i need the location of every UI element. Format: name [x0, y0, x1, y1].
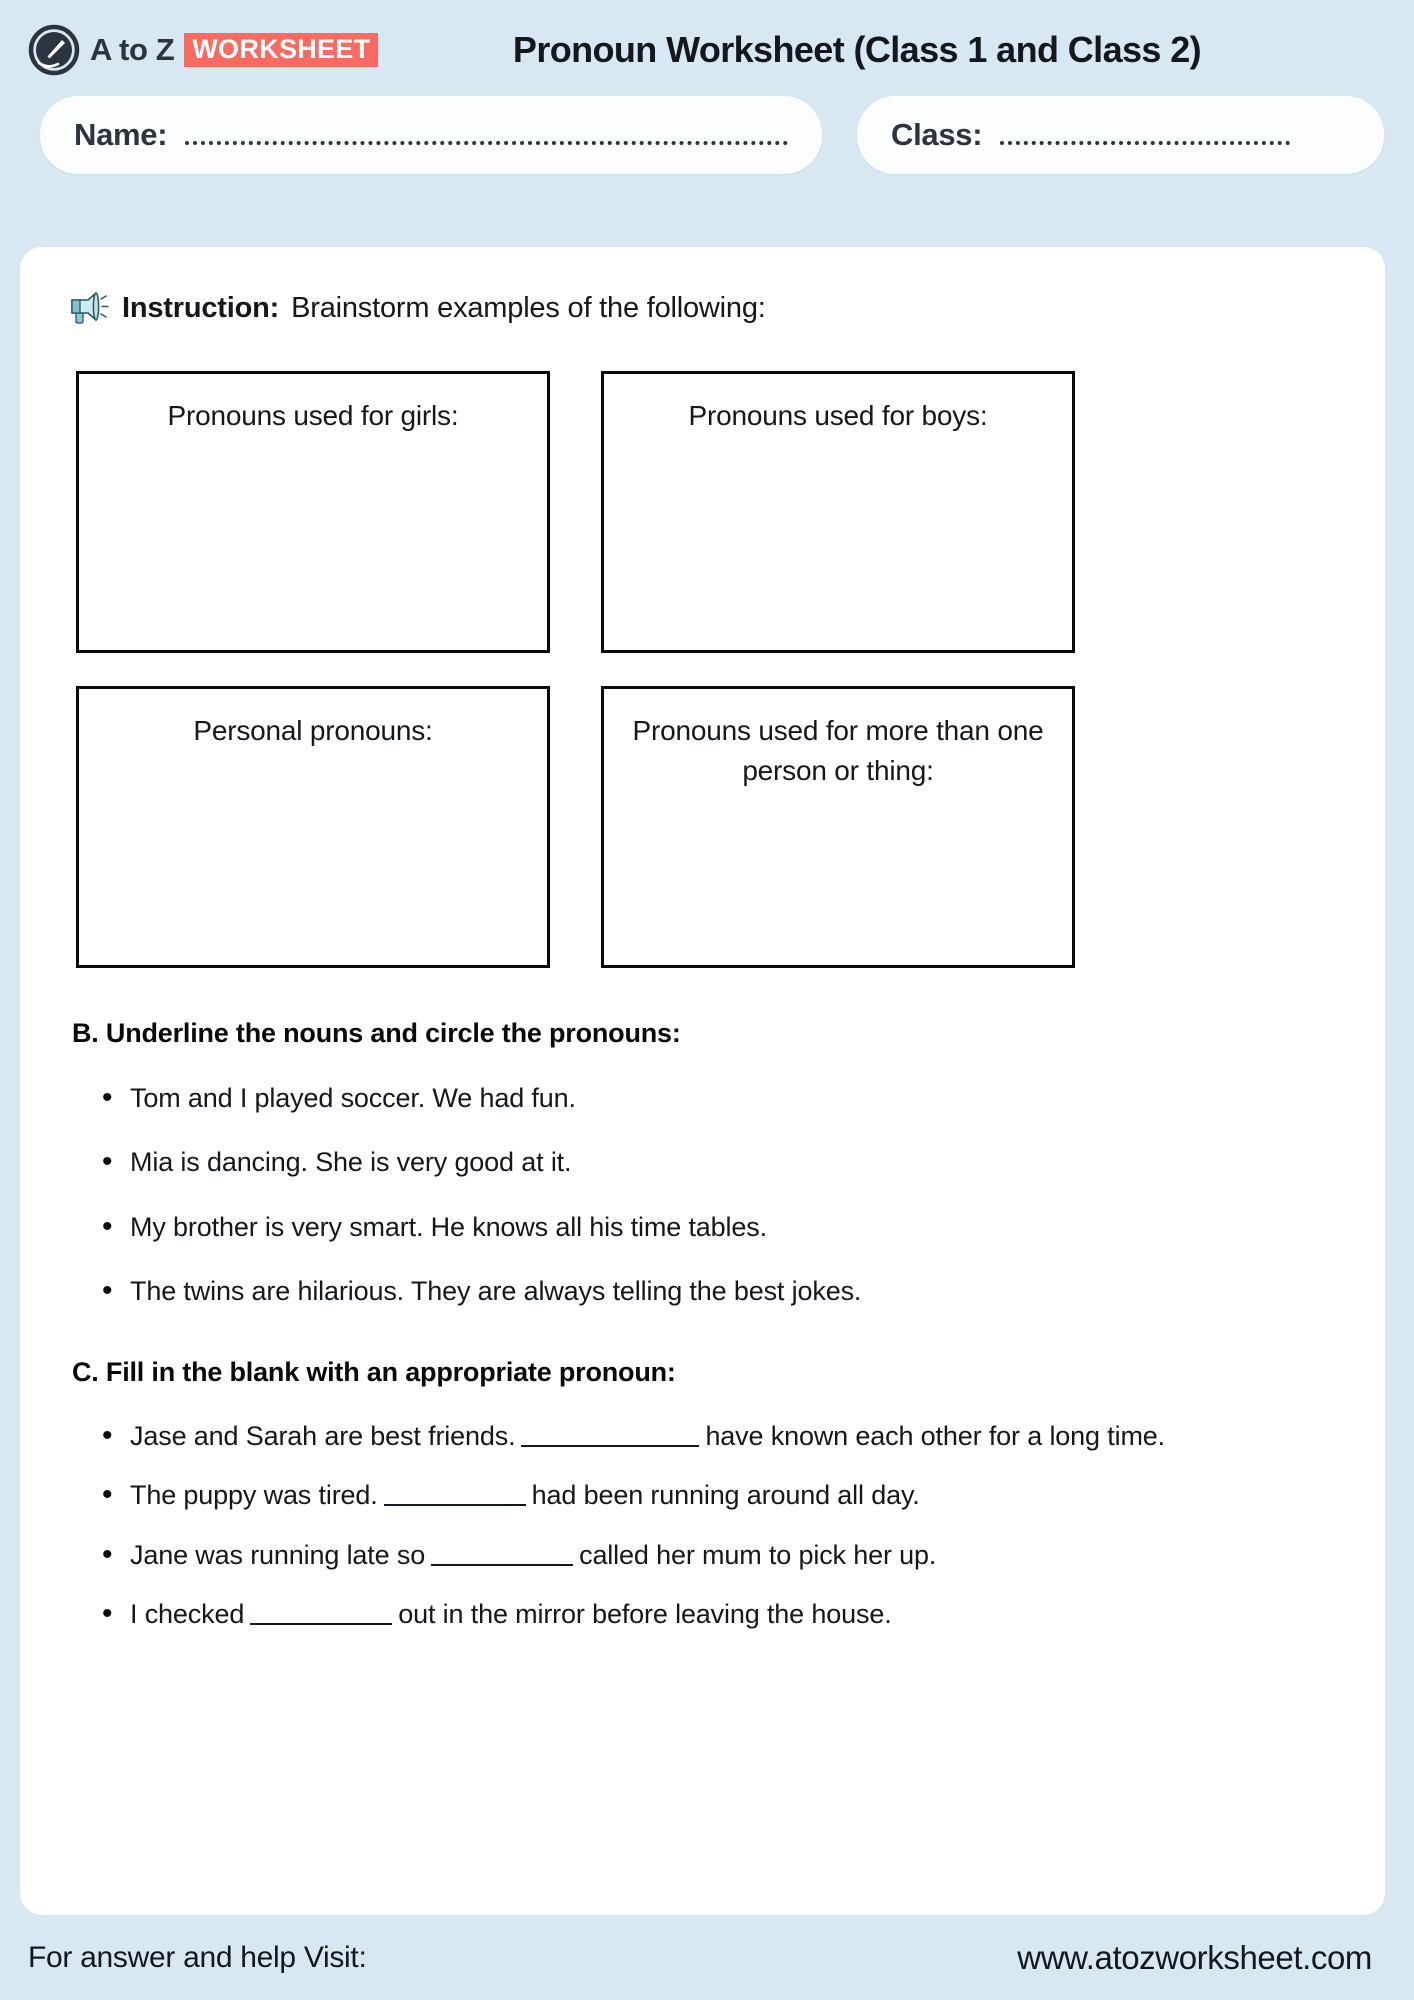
section-b	[62, 1018, 1343, 1310]
footer-help-text: For answer and help Visit:	[28, 1940, 367, 1974]
list-item[interactable]: • Mia is dancing. She is very good at it.	[62, 1144, 1343, 1180]
brand-worksheet-badge: WORKSHEET	[184, 33, 378, 67]
fill-blank-before: Jase and Sarah are best friends.	[130, 1420, 516, 1451]
fill-blank-after: called her mum to pick her up.	[579, 1539, 937, 1570]
list-item[interactable]: • The twins are hilarious. They are always telling the best jokes.	[62, 1273, 1343, 1309]
name-input-line[interactable]	[185, 141, 788, 145]
brainstorm-box-caption: Pronouns used for more than one person or thing:	[632, 715, 1044, 786]
fill-blank-before: The puppy was tired.	[130, 1480, 378, 1511]
fill-blank-after: have known each other for a long time.	[705, 1420, 1166, 1451]
list-item	[62, 1477, 1343, 1513]
brainstorm-box-caption: Personal pronouns:	[193, 715, 433, 746]
list-item	[62, 1537, 1343, 1573]
name-label: Name:	[74, 117, 168, 152]
brainstorm-box-girls[interactable]	[76, 371, 550, 653]
page-header	[0, 0, 1414, 100]
brand-logo[interactable]	[28, 24, 378, 76]
class-label: Class:	[891, 117, 983, 152]
page-footer	[0, 1915, 1414, 2000]
fill-blank-input[interactable]	[250, 1603, 392, 1625]
footer-website-link[interactable]: www.atozworksheet.com	[1017, 1938, 1372, 1976]
fill-blank-after: had been running around all day.	[531, 1480, 920, 1511]
list-item[interactable]: • Tom and I played soccer. We had fun.	[62, 1080, 1343, 1116]
brainstorm-box-personal[interactable]	[76, 686, 550, 968]
fill-blank-input[interactable]	[384, 1484, 526, 1506]
page-title: Pronoun Worksheet (Class 1 and Class 2)	[512, 29, 1202, 70]
brand-atoz-text: A to Z	[90, 32, 175, 67]
class-field[interactable]	[857, 96, 1384, 174]
section-c	[62, 1357, 1343, 1633]
fill-blank-input[interactable]	[431, 1544, 573, 1566]
fill-blank-after: out in the mirror before leaving the house.	[398, 1599, 892, 1630]
fill-blank-before: Jane was running late so	[130, 1539, 426, 1570]
section-b-list	[62, 1080, 1343, 1310]
instruction-row	[68, 287, 1343, 329]
section-c-heading: C. Fill in the blank with an appropriate pronoun:	[72, 1356, 676, 1387]
name-field[interactable]	[40, 96, 822, 174]
instruction-label: Instruction:	[122, 291, 280, 324]
worksheet-card	[20, 247, 1385, 1915]
brainstorm-box-plural[interactable]	[601, 686, 1075, 968]
pen-circle-logo-icon	[28, 24, 80, 76]
section-b-heading: B. Underline the nouns and circle the pronouns:	[72, 1018, 681, 1048]
instruction-text: Brainstorm examples of the following:	[291, 291, 766, 324]
list-item[interactable]: • My brother is very smart. He knows all his time tables.	[62, 1209, 1343, 1245]
list-item	[62, 1418, 1343, 1454]
fill-blank-before: I checked	[130, 1599, 245, 1630]
brainstorm-box-caption: Pronouns used for girls:	[167, 400, 459, 431]
brainstorm-box-boys[interactable]	[601, 371, 1075, 653]
brainstorm-box-grid	[76, 371, 1343, 968]
fill-blank-input[interactable]	[521, 1425, 699, 1447]
student-identity-row	[0, 96, 1414, 174]
section-c-list	[62, 1418, 1343, 1633]
megaphone-icon	[68, 287, 110, 329]
class-input-line[interactable]	[1000, 141, 1290, 145]
brainstorm-box-caption: Pronouns used for boys:	[688, 400, 988, 431]
list-item	[62, 1596, 1343, 1632]
